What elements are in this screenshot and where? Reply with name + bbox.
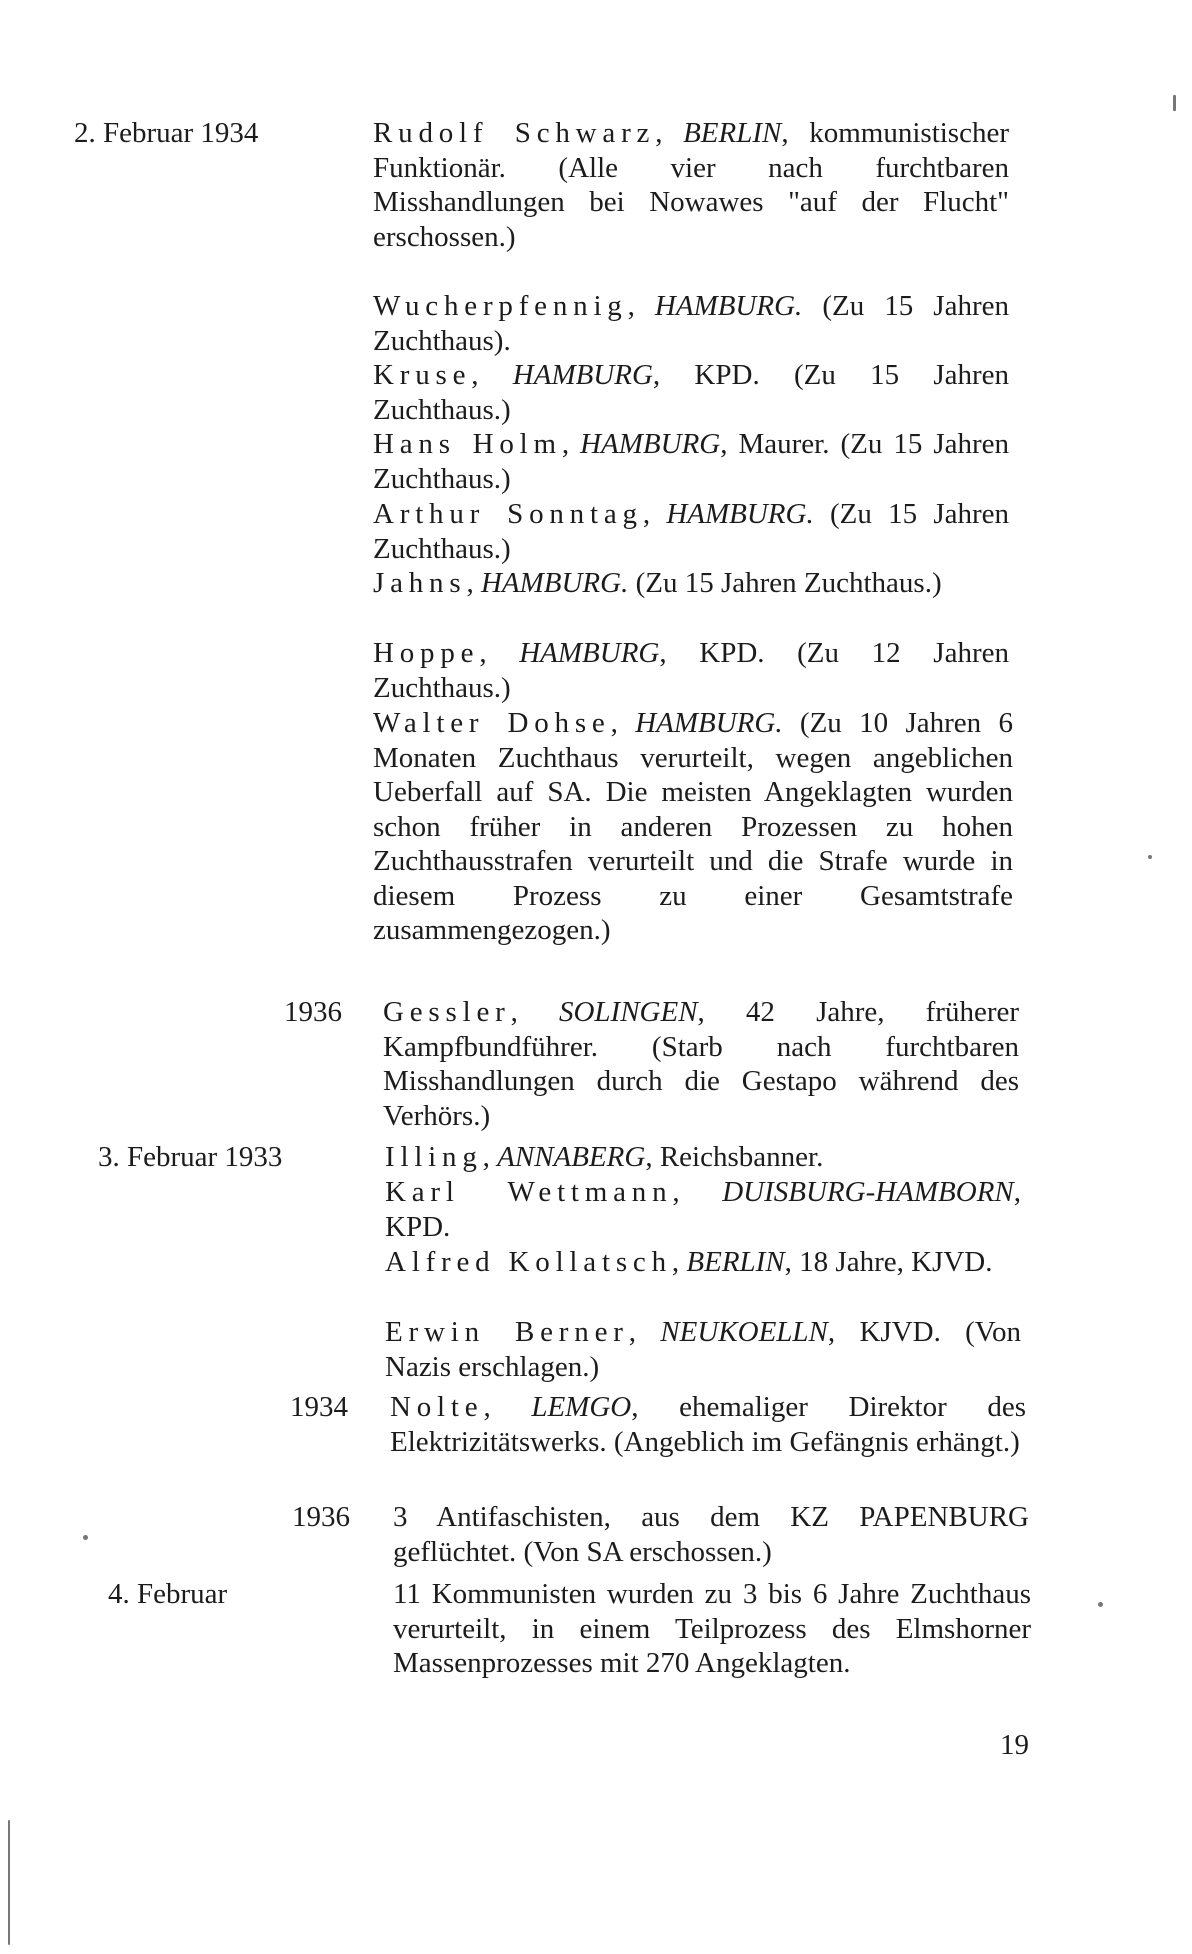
- date-label: 4. Februar: [108, 1578, 228, 1610]
- entry-note: , Maurer. (Zu 15 Jahren Zuchthaus.): [373, 428, 1010, 495]
- place-name: HAMBURG.: [635, 707, 783, 739]
- place-name: HAMBURG: [512, 359, 653, 391]
- date-label: 1936: [284, 996, 342, 1028]
- person-name: Jahns: [373, 567, 467, 599]
- place-name: HAMBURG: [580, 428, 721, 460]
- place-name: LEMGO: [531, 1391, 632, 1423]
- list-item: Walter Dohse, HAMBURG. (Zu 10 Jahren 6 Monaten Zuchthaus verurteilt, wegen angeblichen Ueberfall auf SA. Die meisten Angeklagten wurden schon früher in anderen Prozessen zu hohen Zuchthausstrafen verurteilt und die Strafe wurde in diesem Prozess zu einer Gesamtstrafe zusammengezogen.): [373, 707, 1014, 946]
- list-item: Illing, ANNABERG, Reichsbanner.: [385, 1141, 824, 1173]
- list-item: Karl Wettmann, DUISBURG-HAMBORN, KPD.: [385, 1176, 1022, 1243]
- list-item: Rudolf Schwarz, BERLIN, kommunistischer Funktionär. (Alle vier nach furchtbaren Misshandlungen bei Nowawes "auf der Flucht" erschossen.): [373, 117, 1009, 253]
- entry-note: (Zu 15 Jahren Zuchthaus.): [373, 498, 1010, 565]
- person-name: Karl Wettmann: [385, 1176, 673, 1208]
- list-item: 3 Antifaschisten, aus dem KZ PAPENBURG geflüchtet. (Von SA erschossen.): [393, 1501, 1029, 1568]
- entry-note: , Reichsbanner.: [645, 1141, 824, 1173]
- list-item: Gessler, SOLINGEN, 42 Jahre, früherer Kampfbundführer. (Starb nach furchtbaren Misshandlungen durch die Gestapo während des Verhörs.): [383, 996, 1020, 1132]
- page-number: 19: [1000, 1729, 1029, 1761]
- entry-note: , 18 Jahre, KJVD.: [784, 1246, 993, 1278]
- person-name: Erwin Berner: [385, 1316, 629, 1348]
- date-label: 3. Februar 1933: [98, 1141, 283, 1173]
- place-name: BERLIN: [683, 117, 782, 149]
- place-name: NEUKOELLN: [660, 1316, 828, 1348]
- entry-note: , ehemaliger Direktor des Elektrizitätswerks. (Angeblich im Gefängnis erhängt.): [390, 1391, 1027, 1458]
- list-item: 11 Kommunisten wurden zu 3 bis 6 Jahre Zuchthaus verurteilt, in einem Teilprozess des Elmshorner Massenprozesses mit 270 Angeklagten.: [393, 1578, 1031, 1679]
- person-name: Kruse: [373, 359, 472, 391]
- date-label: 2. Februar 1934: [74, 117, 259, 149]
- person-name: Wucherpfennig: [373, 290, 628, 322]
- place-name: HAMBURG: [519, 637, 660, 669]
- scan-speck: [1173, 95, 1176, 111]
- entry-note: , KPD. (Zu 15 Jahren Zuchthaus.): [373, 359, 1010, 426]
- place-name: BERLIN: [686, 1246, 785, 1278]
- list-item: Erwin Berner, NEUKOELLN, KJVD. (Von Nazis erschlagen.): [385, 1316, 1022, 1383]
- scan-speck: [1148, 855, 1152, 859]
- person-name: Nolte: [390, 1391, 484, 1423]
- person-name: Rudolf Schwarz: [373, 117, 656, 149]
- entry-note: , 42 Jahre, früherer Kampfbundführer. (Starb nach furchtbaren Misshandlungen durch die Gestapo während des Verhörs.): [383, 996, 1020, 1132]
- list-item: Arthur Sonntag, HAMBURG. (Zu 15 Jahren Zuchthaus.): [373, 498, 1010, 565]
- list-item: Alfred Kollatsch, BERLIN, 18 Jahre, KJVD.: [385, 1246, 993, 1278]
- person-name: Alfred Kollatsch: [385, 1246, 672, 1278]
- place-name: HAMBURG.: [480, 567, 629, 599]
- list-item: Jahns, HAMBURG. (Zu 15 Jahren Zuchthaus.): [373, 567, 942, 599]
- scan-speck: [1098, 1602, 1103, 1607]
- entry-note: (Zu 15 Jahren Zuchthaus).: [373, 290, 1009, 357]
- place-name: DUISBURG-HAMBORN: [722, 1176, 1014, 1208]
- list-item: Hans Holm, HAMBURG, Maurer. (Zu 15 Jahren Zuchthaus.): [373, 428, 1010, 495]
- place-name: HAMBURG.: [666, 498, 814, 530]
- person-name: Walter Dohse: [373, 707, 611, 739]
- place-name: ANNABERG: [497, 1141, 646, 1173]
- entry-note: , KPD. (Zu 12 Jahren Zuchthaus.): [373, 637, 1009, 704]
- person-name: Illing: [385, 1141, 483, 1173]
- entry-note: , kommunistischer Funktionär. (Alle vier nach furchtbaren Misshandlungen bei Nowawes "auf der Flucht" erschossen.): [373, 117, 1009, 253]
- scan-speck: [8, 1820, 10, 1945]
- date-label: 1936: [292, 1501, 350, 1533]
- list-item: Hoppe, HAMBURG, KPD. (Zu 12 Jahren Zuchthaus.): [373, 637, 1009, 704]
- place-name: SOLINGEN: [558, 996, 698, 1028]
- person-name: Hoppe: [373, 637, 480, 669]
- list-item: Nolte, LEMGO, ehemaliger Direktor des Elektrizitätswerks. (Angeblich im Gefängnis erhängt.): [390, 1391, 1027, 1458]
- entry-note: , KJVD. (Von Nazis erschlagen.): [385, 1316, 1022, 1383]
- person-name: Hans Holm: [373, 428, 562, 460]
- entry-note: (Zu 10 Jahren 6 Monaten Zuchthaus verurteilt, wegen angeblichen Ueberfall auf SA. Die meisten Angeklagten wurden schon früher in anderen Prozessen zu hohen Zuchthausstrafen verurteilt und die Strafe wurde in diesem Prozess zu einer Gesamtstrafe zusammengezogen.): [373, 707, 1014, 946]
- scan-speck: [83, 1535, 88, 1540]
- date-label: 1934: [290, 1391, 348, 1423]
- person-name: Gessler: [383, 996, 511, 1028]
- entry-note: , KPD.: [385, 1176, 1022, 1243]
- list-item: Wucherpfennig, HAMBURG. (Zu 15 Jahren Zuchthaus).: [373, 290, 1009, 357]
- entry-note: (Zu 15 Jahren Zuchthaus.): [628, 567, 942, 599]
- person-name: Arthur Sonntag: [373, 498, 643, 530]
- place-name: HAMBURG.: [654, 290, 803, 322]
- list-item: Kruse, HAMBURG, KPD. (Zu 15 Jahren Zuchthaus.): [373, 359, 1010, 426]
